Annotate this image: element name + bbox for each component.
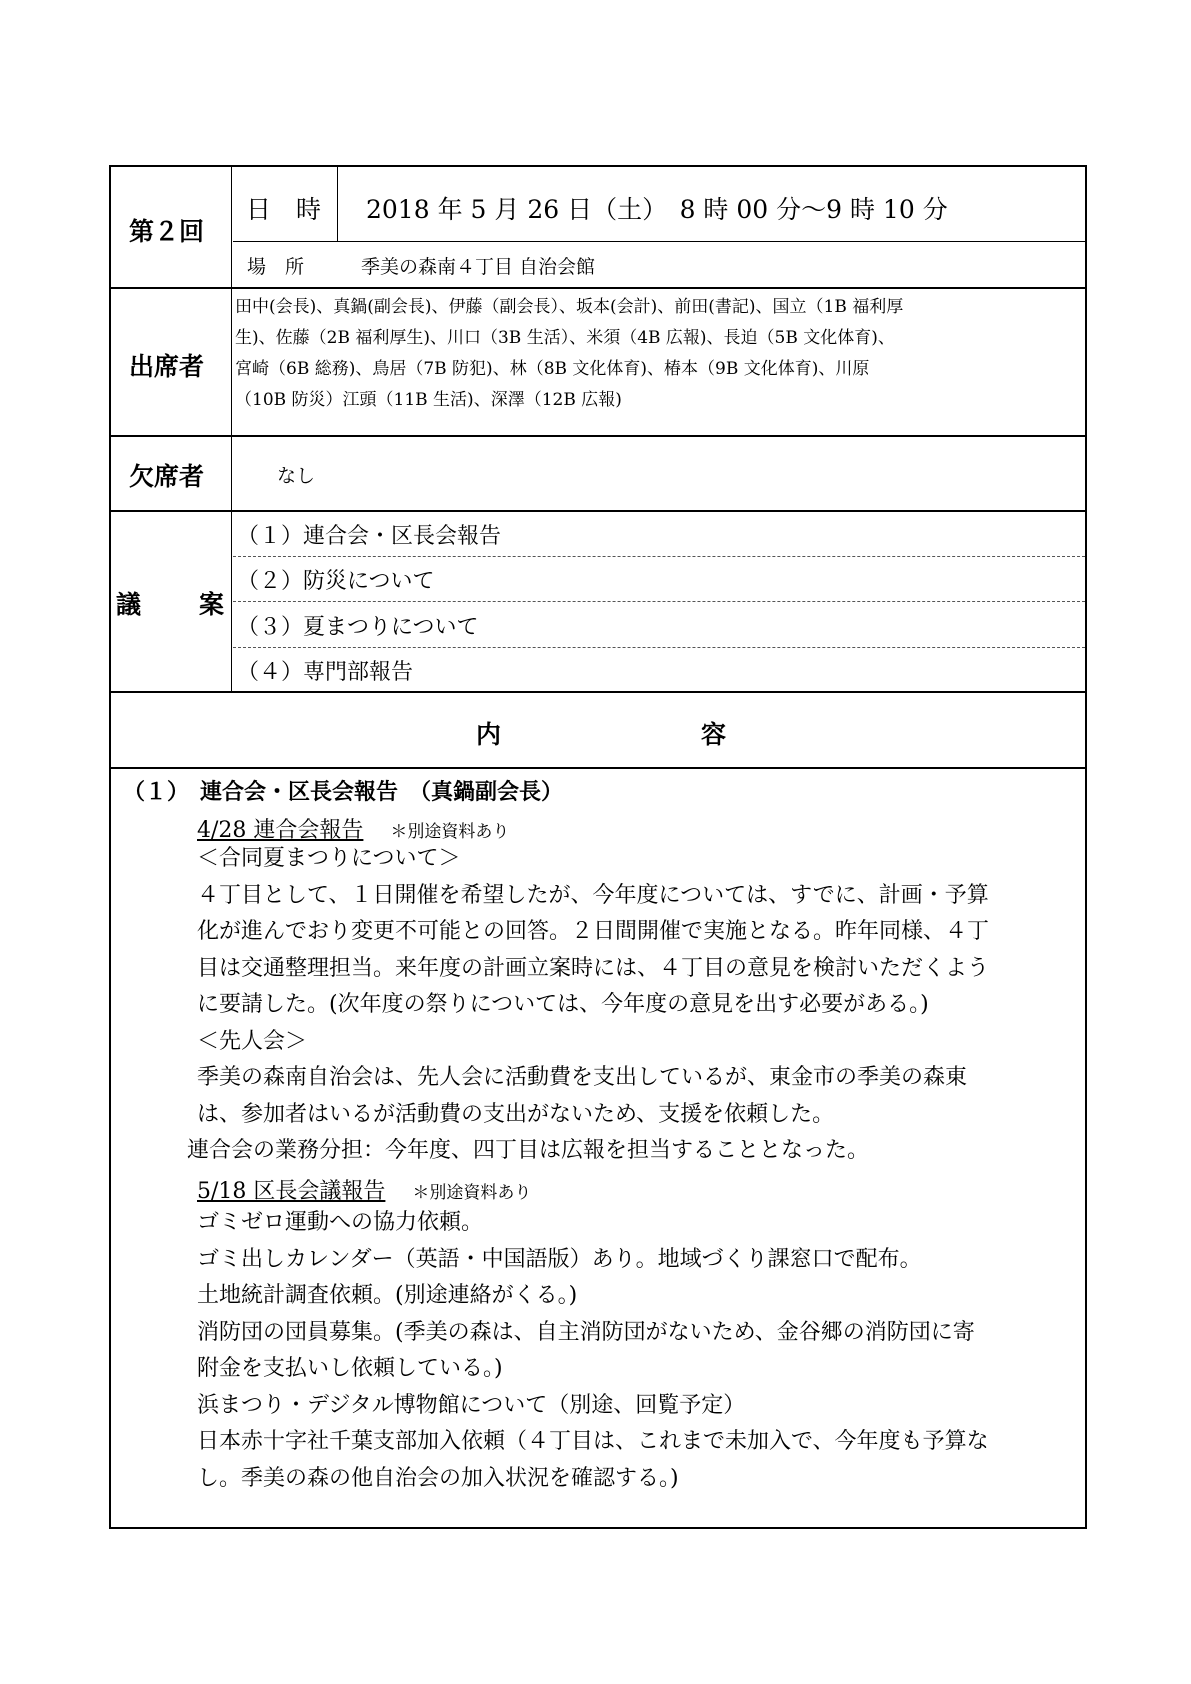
- agenda-label-right: 案: [199, 590, 225, 619]
- section-title: （１） 連合会・区長会報告 （真鍋副会長）: [123, 780, 564, 805]
- place-value: 季美の森南４丁目 自治会館: [361, 256, 596, 278]
- subsection-2: [197, 1174, 531, 1205]
- agenda-item: （３）夏まつりについて: [237, 615, 479, 640]
- agenda-item: （２）防災について: [237, 569, 435, 594]
- body-line: は、参加者はいるが活動費の支出がないため、支援を依頼した。: [197, 1101, 835, 1127]
- date-value: 2018 年 5 月 26 日（土） 8 時 00 分〜9 時 10 分: [366, 195, 948, 224]
- body-line: 目は交通整理担当。来年度の計画立案時には、４丁目の意見を検討いただくよう: [197, 955, 990, 981]
- absentees-value: なし: [277, 465, 316, 487]
- report-body-b: [197, 1205, 989, 1497]
- agenda-item: （１）連合会・区長会報告: [237, 524, 502, 549]
- body-line: ゴミゼロ運動への協力依頼。: [197, 1210, 484, 1235]
- body-line: 連合会の業務分担：今年度、四丁目は広報を担当することとなった。: [187, 1138, 870, 1163]
- session-number: 第２回: [129, 217, 205, 246]
- agenda-divider: [233, 556, 1085, 557]
- content-heading-right: 容: [701, 720, 727, 749]
- row-divider: [111, 510, 1085, 512]
- body-line: ＜先人会＞: [197, 1028, 308, 1054]
- place-label: 場 所: [247, 256, 305, 278]
- agenda-divider: [233, 601, 1085, 602]
- body-line: ゴミ出しカレンダー（英語・中国語版）あり。地域づくり課窓口で配布。: [197, 1246, 922, 1272]
- column-divider: [231, 167, 232, 691]
- body-line: し。季美の森の他自治会の加入状況を確認する。): [197, 1465, 679, 1491]
- agenda-item: （４）専門部報告: [237, 660, 414, 685]
- subsection-2-note: ＊別途資料あり: [412, 1183, 532, 1203]
- attendees-line: （10B 防災）江頭（11B 生活)、深澤（12B 広報): [235, 390, 622, 410]
- content-heading-left: 内: [476, 720, 502, 749]
- body-line: ４丁目として、１日開催を希望したが、今年度については、すでに、計画・予算: [197, 882, 989, 908]
- attendees-line: 生)、佐藤（2B 福利厚生)、川口（3B 生活）、米須（4B 広報)、長迫（5B 文化体育)、: [235, 328, 895, 348]
- agenda-label-left: 議: [116, 590, 142, 619]
- row-divider: [111, 287, 1085, 289]
- subsection-1: [197, 813, 509, 844]
- attendees-list: [235, 292, 903, 416]
- subsection-2-title: 5/18 区長会議報告: [197, 1179, 386, 1204]
- body-line: 消防団の団員募集。(季美の森は、自主消防団がないため、金谷郷の消防団に寄: [197, 1319, 975, 1345]
- date-label: 日 時: [246, 195, 322, 224]
- body-line: 浜まつり・デジタル博物館について（別途、回覧予定）: [197, 1392, 746, 1418]
- row-divider: [111, 767, 1085, 769]
- minutes-table: [109, 165, 1087, 1529]
- row-divider: [111, 435, 1085, 437]
- body-line: 化が進んでおり変更不可能との回答。２日間開催で実施となる。昨年同様、４丁: [197, 919, 990, 944]
- subsection-1-note: ＊別途資料あり: [390, 822, 510, 842]
- body-line: ＜合同夏まつりについて＞: [197, 846, 461, 871]
- body-line: に要請した。(次年度の祭りについては、今年度の意見を出す必要がある。): [197, 992, 929, 1017]
- body-line: 日本赤十字社千葉支部加入依頼（４丁目は、これまで未加入で、今年度も予算な: [197, 1429, 989, 1454]
- attendees-line: 田中(会長)、真鍋(副会長)、伊藤（副会長）、坂本(会計)、前田(書記)、国立（1B 福利厚: [235, 297, 904, 317]
- attendees-label: 出席者: [129, 352, 205, 381]
- column-divider: [337, 167, 338, 241]
- agenda-divider: [233, 647, 1085, 648]
- report-body-a: [187, 841, 990, 1170]
- subsection-1-title: 4/28 連合会報告: [197, 818, 364, 843]
- body-line: 季美の森南自治会は、先人会に活動費を支出しているが、東金市の季美の森東: [197, 1065, 968, 1090]
- absentees-label: 欠席者: [129, 462, 205, 491]
- attendees-line: 宮崎（6B 総務)、鳥居（7B 防犯)、林（8B 文化体育)、椿本（9B 文化体育)、川原: [235, 359, 870, 379]
- body-line: 附金を支払いし依頼している。): [197, 1356, 503, 1381]
- body-line: 土地統計調査依頼。(別途連絡がくる。): [197, 1283, 578, 1308]
- row-divider: [111, 691, 1085, 693]
- row-divider: [233, 241, 1085, 242]
